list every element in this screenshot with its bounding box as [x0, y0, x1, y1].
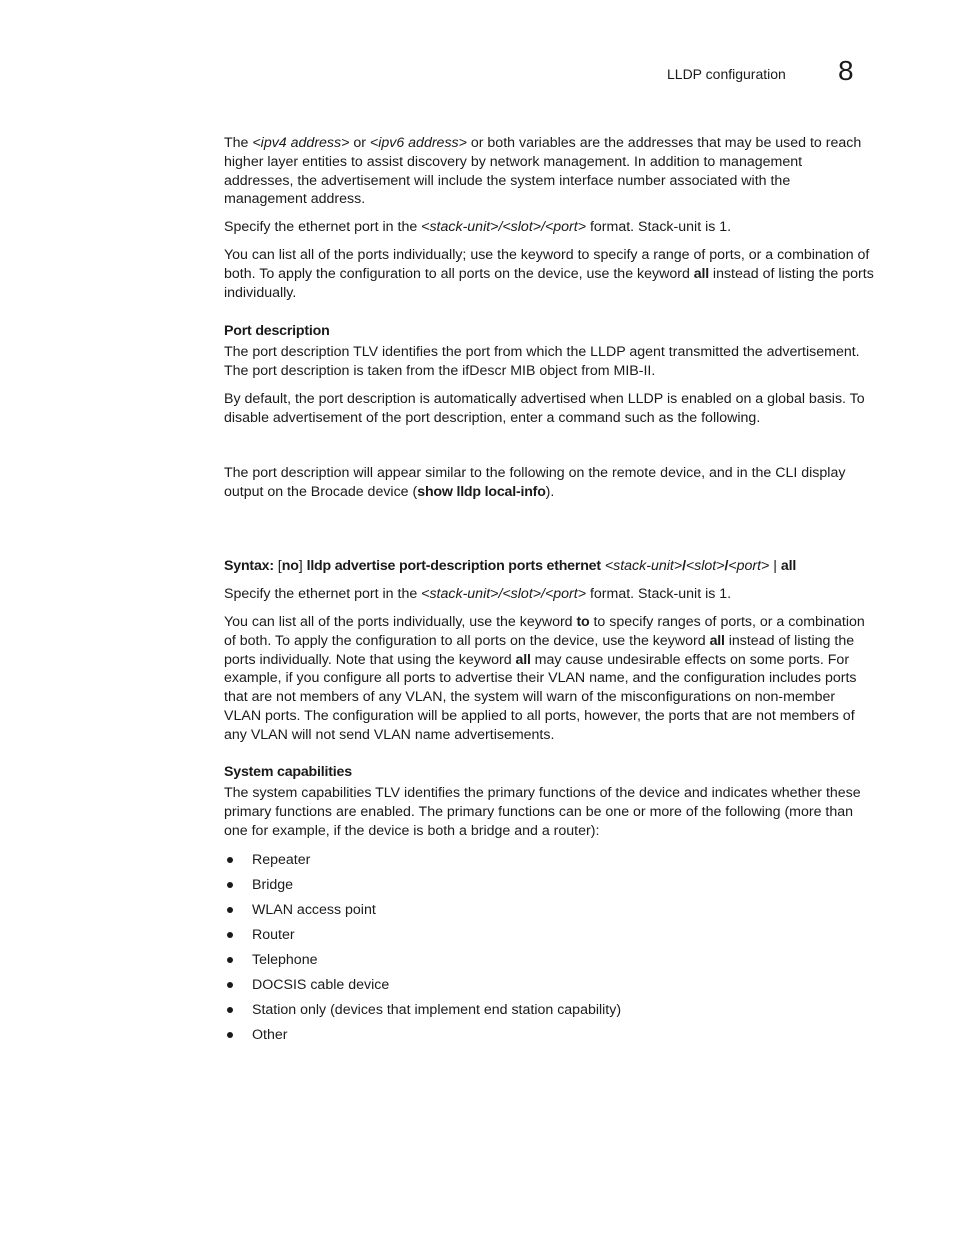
heading-port-description: Port description [224, 323, 330, 339]
bullet-icon [227, 1007, 233, 1013]
list-item: Telephone [224, 950, 621, 975]
bullet-icon [227, 857, 233, 863]
bullet-icon [227, 957, 233, 963]
paragraph-management-address: The <ipv4 address> or <ipv6 address> or both variables are the addresses that may be used to reach higher layer entities to assist discovery by network management. In addition to management addresses, the advertisement will include the system interface number associated with the management address. [224, 135, 862, 208]
bullet-icon [227, 907, 233, 913]
paragraph-system-capabilities: The system capabilities TLV identifies the primary functions of the device and indicates whether these primary functions are enabled. The primary functions can be one or more of the following (more than one for example, if the device is both a bridge and a router): [224, 785, 861, 839]
paragraph-port-description-remote: The port description will appear similar to the following on the remote device, and in the CLI display output on the Brocade device (show lldp local-info). [224, 465, 846, 500]
syntax-line: Syntax: [no] lldp advertise port-description ports ethernet <stack-unit>/<slot>/<port> | all [224, 558, 797, 574]
paragraph-list-ports-2: You can list all of the ports individually, use the keyword to to specify ranges of ports, or a combination of both. To apply the configuration to all ports on the device, use the keyword all instead of listing the ports individually. Note that using the keyword all may cause undesirable effects on some ports. For example, if you configure all ports to advertise their VLAN name, and the configuration includes ports that are not members of any VLAN, the system will warn of the misconfigurations on non-member VLAN ports. The configuration will be applied to all ports, however, the ports that are not members of any VLAN will not send VLAN name advertisements. [224, 614, 865, 743]
paragraph-port-description-default: By default, the port description is automatically advertised when LLDP is enabled on a global basis. To disable advertisement of the port description, enter a command such as the following. [224, 391, 865, 426]
running-header-title: LLDP configuration [667, 66, 786, 82]
paragraph-list-ports: You can list all of the ports individually; use the keyword to specify a range of ports, or a combination of both. To apply the configuration to all ports on the device, use the keyword all instead of listing the ports individually. [224, 247, 874, 301]
heading-system-capabilities: System capabilities [224, 764, 352, 780]
list-item: Station only (devices that implement end station capability) [224, 1000, 621, 1025]
list-item: Other [224, 1025, 621, 1050]
list-item: Router [224, 925, 621, 950]
paragraph-port-format: Specify the ethernet port in the <stack-unit>/<slot>/<port> format. Stack-unit is 1. [224, 219, 732, 235]
list-item: DOCSIS cable device [224, 975, 621, 1000]
bullet-icon [227, 932, 233, 938]
chapter-number: 8 [838, 55, 854, 86]
paragraph-port-format-2: Specify the ethernet port in the <stack-unit>/<slot>/<port> format. Stack-unit is 1. [224, 586, 732, 602]
list-item: Repeater [224, 850, 621, 875]
list-item: WLAN access point [224, 900, 621, 925]
bullet-icon [227, 1032, 233, 1038]
bullet-icon [227, 982, 233, 988]
list-item: Bridge [224, 875, 621, 900]
bullet-icon [227, 882, 233, 888]
paragraph-port-description-tlv: The port description TLV identifies the port from which the LLDP agent transmitted the advertisement. The port description is taken from the ifDescr MIB object from MIB-II. [224, 344, 860, 379]
capabilities-list [224, 850, 621, 1050]
